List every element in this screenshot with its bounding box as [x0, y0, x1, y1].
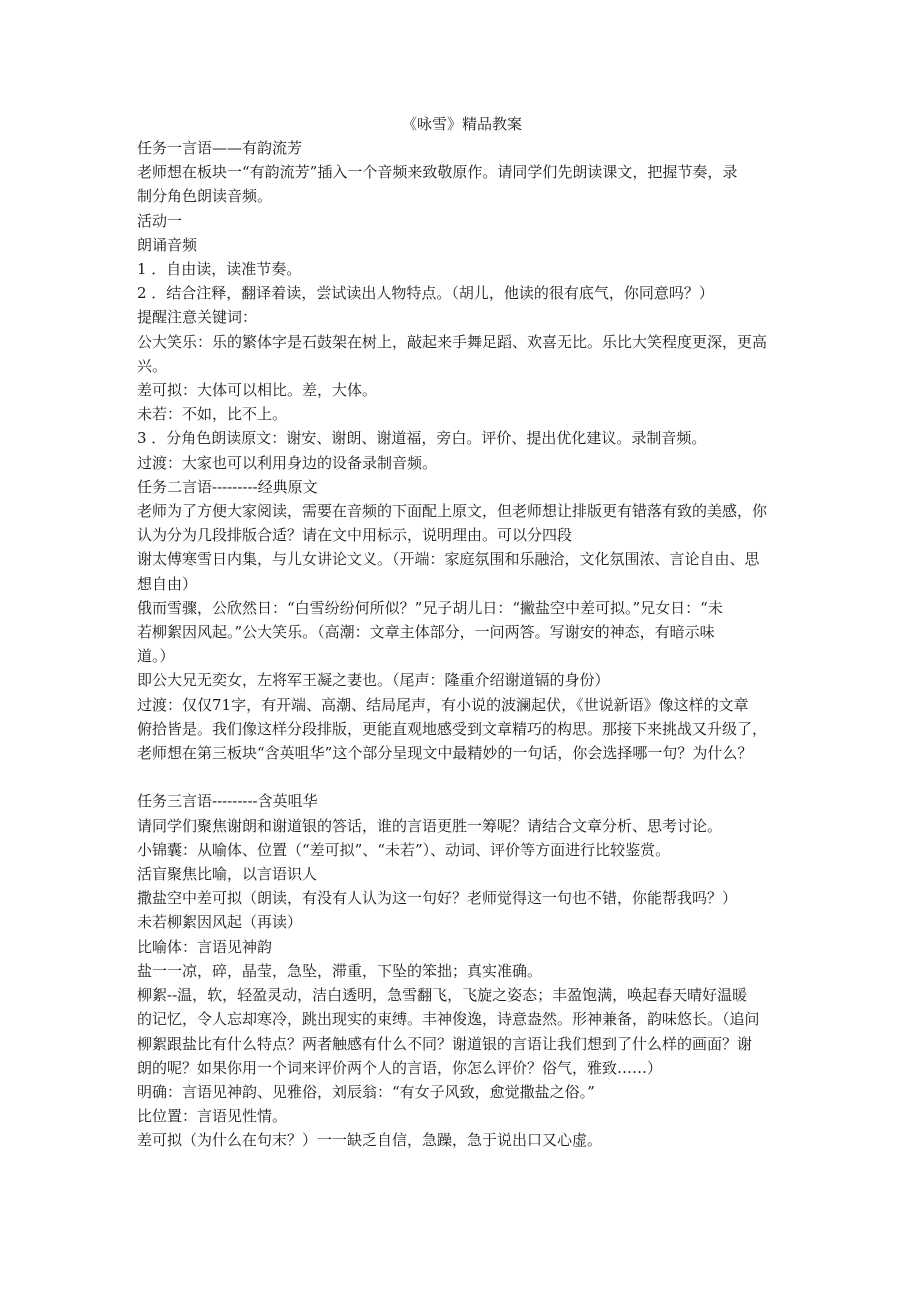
- text-line: 3 ．分角色朗读原文：谢安、谢朗、谢道福，旁白。评价、提出优化建议。录制音频。: [137, 429, 707, 448]
- text-line: 谢太傅寒雪日内集，与儿女讲论文义。（开端：家庭氛围和乐融洽，文化氛围浓、言论自由、思: [137, 550, 760, 569]
- text-line: 任务三言语---------含英咀华: [137, 792, 318, 811]
- text-line: 2 ．结合注释，翻译着读，尝试读出人物特点。（胡儿，他读的很有底气，你同意吗？）: [137, 284, 714, 303]
- text-line: 的记忆，令人忘却寒冷，跳出现实的束缚。丰神俊逸，诗意盎然。形神兼备，韵味悠长。（追问: [137, 1010, 760, 1029]
- text-line: 任务二言语---------经典原文: [137, 477, 318, 496]
- text-line: 即公大兄无奕女，左将军王凝之妻也。（尾声：隆重介绍谢道镉的身份）: [137, 671, 610, 690]
- document-body: [137, 136, 807, 1153]
- text-line: 柳絮--温，软，轻盈灵动，洁白透明，急雪翻飞，飞旋之姿态；丰盈饱满，唤起春天晴好温暖: [137, 986, 748, 1005]
- text-line: 俯拾皆是。我们像这样分段排版，更能直观地感受到文章精巧的构思。那接下来挑战又升级了，: [137, 719, 768, 738]
- text-line: 过渡：大家也可以利用身边的设备录制音频。: [137, 453, 438, 472]
- text-line: 道。）: [137, 647, 175, 666]
- text-line: 撒盐空中差可拟（朗读，有没有人认为这一句好？老师觉得这一句也不错，你能帮我吗？）: [137, 889, 738, 908]
- text-line: 朗诵音频: [137, 235, 198, 254]
- text-line: 柳絮跟盐比有什么特点？两者触感有什么不同？谢道银的言语让我们想到了什么样的画面？谢: [137, 1034, 753, 1053]
- text-line: 想自由）: [137, 574, 198, 593]
- text-line: 1 ．自由读，读准节奏。: [137, 260, 302, 279]
- text-line: 老师为了方便大家阅读，需要在音频的下面配上原文，但老师想让排版更有错落有致的美感，你: [137, 502, 768, 521]
- text-line: 比喻体：言语见神韵: [137, 937, 273, 956]
- text-line: 明确：言语见神韵、见雅俗，刘辰翁：“有女子风致，愈觉撒盐之俗。”: [137, 1082, 595, 1101]
- text-line: 朗的呢？如果你用一个词来评价两个人的言语，你怎么评价？俗气，雅致……）: [137, 1058, 663, 1077]
- text-line: 未若：不如，比不上。: [137, 405, 288, 424]
- text-line: 认为分为几段排版合适？请在文中用标示，说明理由。可以分四段: [137, 526, 573, 545]
- document-title: 《咏雪》精品教案: [401, 115, 522, 133]
- text-line: 盐一一凉，碎，晶莹，急坠，滞重，下坠的笨拙；真实准确。: [137, 961, 543, 980]
- text-line: 若柳絮因风起。”公大笑乐。（高潮：文章主体部分，一问两答。写谢安的神态，有暗示味: [137, 623, 715, 642]
- text-line: 请同学们聚焦谢朗和谢道银的答话，谁的言语更胜一筹呢？请结合文章分析、思考讨论。: [137, 816, 723, 835]
- text-line: 公大笑乐：乐的繁体字是石鼓架在树上，敲起来手舞足蹈、欢喜无比。乐比大笑程度更深，更高: [137, 332, 768, 351]
- text-line: 比位置：言语见性情。: [137, 1107, 288, 1126]
- text-line: 制分角色朗读音频。: [137, 187, 273, 206]
- text-line: 兴。: [137, 356, 168, 375]
- blank-line: [137, 765, 807, 789]
- text-line: 老师想在第三板块“含英咀华”这个部分呈现文中最精妙的一句话，你会选择哪一句？为什么？: [137, 744, 753, 763]
- text-line: 差可拟（为什么在句末？）一一缺乏自信，急躁，急于说出口又心虚。: [137, 1131, 603, 1150]
- text-line: 活盲聚焦比喻，以言语识人: [137, 865, 318, 884]
- text-line: 小锦囊：从喻体、位置（“差可拟”、“未若”）、动词、评价等方面进行比较鉴赏。: [137, 840, 671, 859]
- document-page: [137, 112, 807, 1153]
- text-line: 俄而雪骤，公欣然日：“白雪纷纷何所似？”兄子胡儿日：“撇盐空中差可拟。”兄女日：“未: [137, 598, 723, 617]
- text-line: 任务一言语——有韵流芳: [137, 139, 303, 157]
- text-line: 差可拟：大体可以相比。差，大体。: [137, 381, 378, 400]
- text-line: 提醒注意关键词：: [137, 308, 258, 327]
- text-line: 未若柳絮因风起（再读）: [137, 913, 303, 932]
- text-line: 活动一: [137, 211, 183, 230]
- text-line: 过渡：仅仅71字，有开端、高潮、结局尾声，有小说的波澜起伏，《世说新语》像这样的文章: [137, 695, 749, 714]
- text-line: 老师想在板块一“有韵流芳”插入一个音频来致敬原作。请同学们先朗读课文，把握节奏，录: [137, 163, 738, 182]
